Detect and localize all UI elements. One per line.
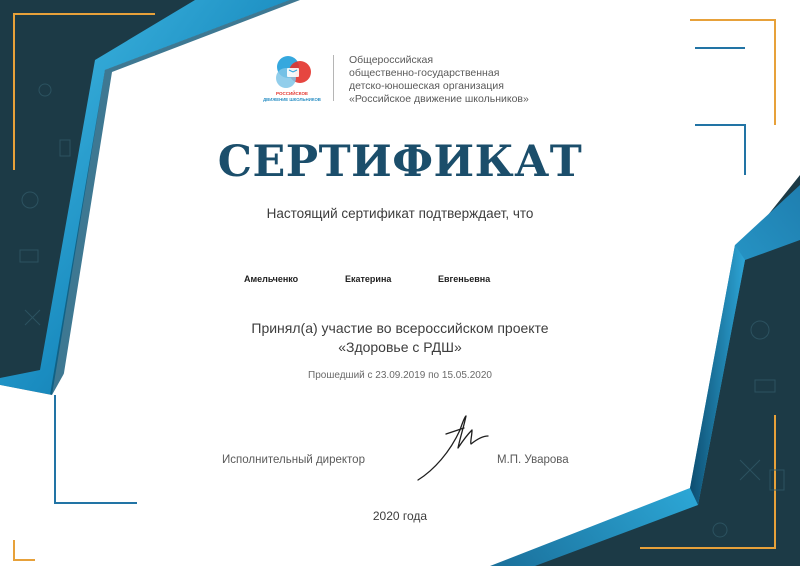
recipient-surname: Амельченко [244, 274, 299, 284]
org-line-3: детско-юношеская организация [349, 80, 504, 92]
signatory-name: М.П. Уварова [497, 454, 569, 466]
top-right-orange-line [690, 20, 775, 125]
certificate-title: СЕРТИФИКАТ [217, 137, 583, 187]
certificate-year: 2020 года [372, 509, 428, 523]
org-line-4: «Российское движение школьников» [349, 93, 529, 105]
recipient-first-name: Екатерина [345, 274, 392, 284]
org-line-1: Общероссийская [349, 54, 434, 66]
participation-text: Принял(а) участие во всероссийском проекте [251, 320, 549, 336]
project-name: «Здоровье с РДШ» [338, 339, 462, 355]
period-text: Прошедший с 23.09.2019 по 15.05.2020 [308, 370, 492, 381]
certificate-intro: Настоящий сертификат подтверждает, что [266, 206, 534, 221]
logo-text-top: РОССИЙСКОЕ [276, 91, 308, 96]
signatory-role: Исполнительный директор [222, 454, 365, 466]
recipient-patronymic: Евгеньевна [438, 274, 491, 284]
logo-text-bottom: ДВИЖЕНИЕ ШКОЛЬНИКОВ [263, 97, 321, 102]
org-line-2: общественно-государственная [349, 67, 500, 79]
org-divider [333, 55, 334, 101]
handwritten-signature [414, 412, 494, 484]
